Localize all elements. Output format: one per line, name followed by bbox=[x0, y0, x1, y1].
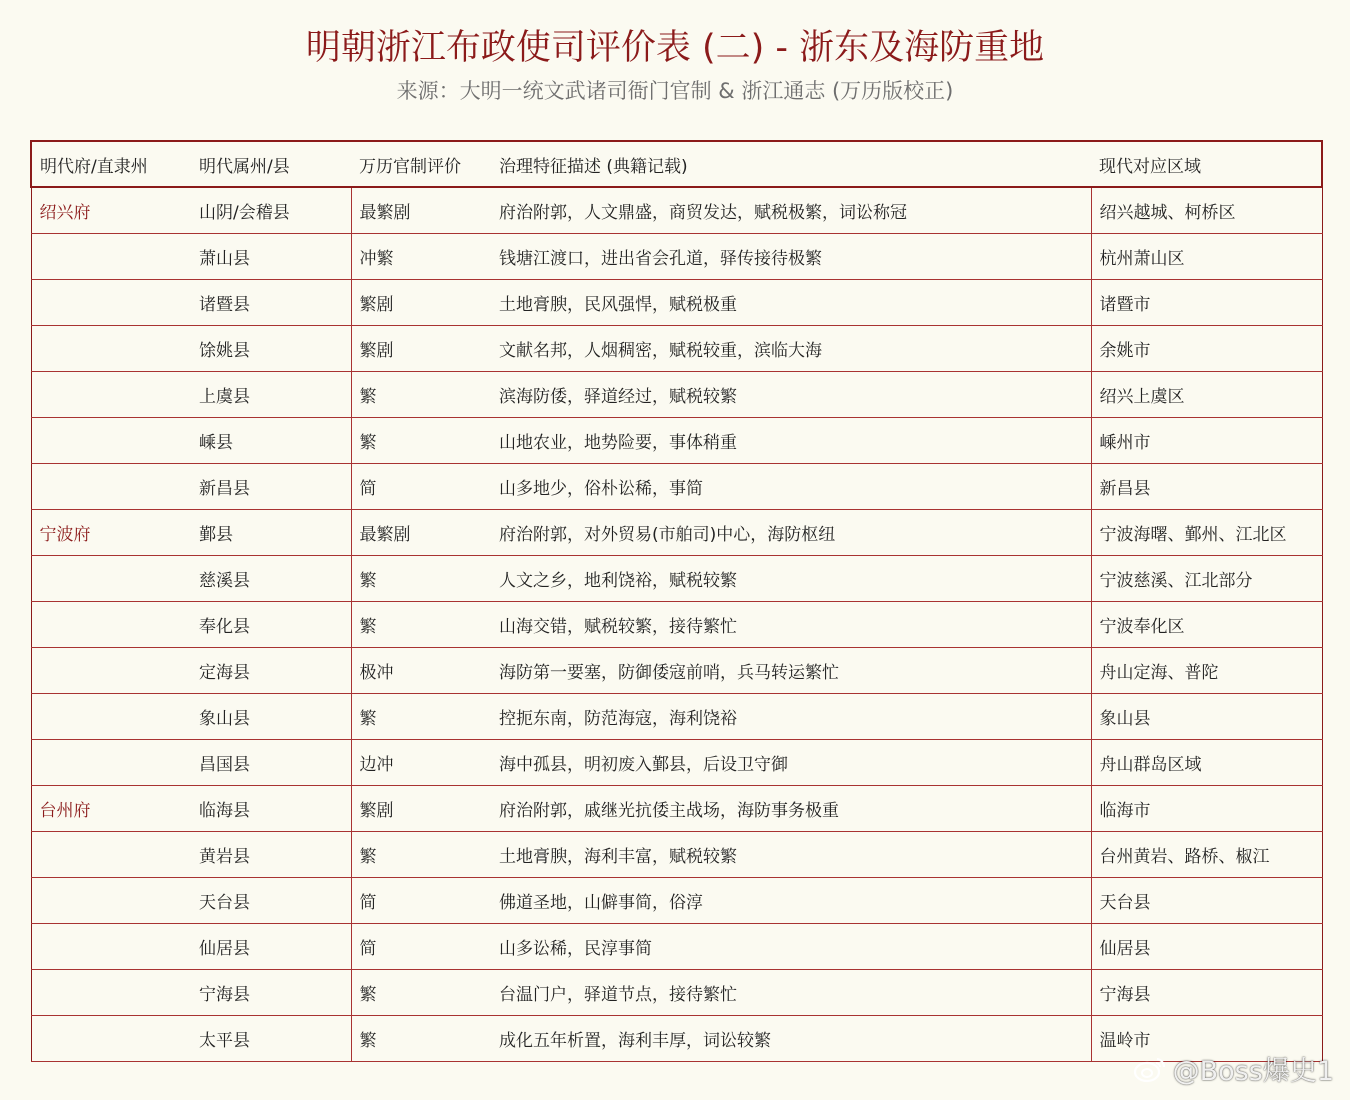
cell-rating: 繁 bbox=[351, 1016, 491, 1062]
cell-modern-region: 象山县 bbox=[1091, 694, 1322, 740]
cell-rating: 繁剧 bbox=[351, 280, 491, 326]
cell-description: 山多讼稀，民淳事简 bbox=[491, 924, 1091, 970]
cell-county: 嵊县 bbox=[191, 418, 351, 464]
cell-county: 仙居县 bbox=[191, 924, 351, 970]
cell-county: 宁海县 bbox=[191, 970, 351, 1016]
table-row bbox=[31, 970, 1322, 1016]
cell-modern-region: 绍兴上虞区 bbox=[1091, 372, 1322, 418]
cell-county: 临海县 bbox=[191, 786, 351, 832]
cell-modern-region: 杭州萧山区 bbox=[1091, 234, 1322, 280]
cell-prefecture bbox=[31, 648, 191, 694]
table-row bbox=[31, 740, 1322, 786]
table-row bbox=[31, 694, 1322, 740]
cell-modern-region: 新昌县 bbox=[1091, 464, 1322, 510]
header-description: 治理特征描述 (典籍记载) bbox=[491, 141, 1091, 187]
cell-description: 土地膏腴，海利丰富，赋税较繁 bbox=[491, 832, 1091, 878]
cell-prefecture bbox=[31, 924, 191, 970]
cell-modern-region: 宁海县 bbox=[1091, 970, 1322, 1016]
cell-county: 天台县 bbox=[191, 878, 351, 924]
cell-county: 慈溪县 bbox=[191, 556, 351, 602]
cell-modern-region: 临海市 bbox=[1091, 786, 1322, 832]
cell-modern-region: 宁波慈溪、江北部分 bbox=[1091, 556, 1322, 602]
cell-prefecture bbox=[31, 234, 191, 280]
header-rating: 万历官制评价 bbox=[351, 141, 491, 187]
cell-county: 昌国县 bbox=[191, 740, 351, 786]
cell-rating: 繁剧 bbox=[351, 786, 491, 832]
cell-description: 府治附郭，对外贸易(市舶司)中心，海防枢纽 bbox=[491, 510, 1091, 556]
cell-prefecture bbox=[31, 556, 191, 602]
cell-description: 钱塘江渡口，进出省会孔道，驿传接待极繁 bbox=[491, 234, 1091, 280]
cell-rating: 冲繁 bbox=[351, 234, 491, 280]
table-row bbox=[31, 372, 1322, 418]
cell-modern-region: 仙居县 bbox=[1091, 924, 1322, 970]
cell-county: 新昌县 bbox=[191, 464, 351, 510]
cell-rating: 繁 bbox=[351, 556, 491, 602]
cell-prefecture bbox=[31, 326, 191, 372]
evaluation-table-container bbox=[30, 140, 1321, 1062]
cell-modern-region: 舟山群岛区域 bbox=[1091, 740, 1322, 786]
cell-rating: 简 bbox=[351, 924, 491, 970]
cell-rating: 最繁剧 bbox=[351, 510, 491, 556]
cell-description: 海防第一要塞，防御倭寇前哨，兵马转运繁忙 bbox=[491, 648, 1091, 694]
cell-prefecture bbox=[31, 1016, 191, 1062]
cell-prefecture bbox=[31, 970, 191, 1016]
cell-modern-region: 嵊州市 bbox=[1091, 418, 1322, 464]
table-row bbox=[31, 464, 1322, 510]
cell-description: 人文之乡，地利饶裕，赋税较繁 bbox=[491, 556, 1091, 602]
table-body bbox=[31, 187, 1322, 1062]
table-row bbox=[31, 234, 1322, 280]
cell-prefecture bbox=[31, 418, 191, 464]
table-row bbox=[31, 1016, 1322, 1062]
cell-description: 山地农业，地势险要，事体稍重 bbox=[491, 418, 1091, 464]
table-header-row bbox=[31, 141, 1322, 187]
cell-prefecture bbox=[31, 832, 191, 878]
cell-county: 奉化县 bbox=[191, 602, 351, 648]
cell-description: 文献名邦，人烟稠密，赋税较重，滨临大海 bbox=[491, 326, 1091, 372]
cell-rating: 繁 bbox=[351, 418, 491, 464]
table-row bbox=[31, 648, 1322, 694]
cell-prefecture bbox=[31, 372, 191, 418]
cell-county: 黄岩县 bbox=[191, 832, 351, 878]
cell-description: 滨海防倭，驿道经过，赋税较繁 bbox=[491, 372, 1091, 418]
cell-county: 象山县 bbox=[191, 694, 351, 740]
evaluation-table bbox=[30, 140, 1323, 1062]
cell-rating: 繁剧 bbox=[351, 326, 491, 372]
cell-rating: 极冲 bbox=[351, 648, 491, 694]
table-row bbox=[31, 924, 1322, 970]
cell-prefecture bbox=[31, 464, 191, 510]
cell-description: 山多地少，俗朴讼稀，事简 bbox=[491, 464, 1091, 510]
cell-description: 土地膏腴，民风强悍，赋税极重 bbox=[491, 280, 1091, 326]
cell-prefecture: 绍兴府 bbox=[31, 187, 191, 234]
cell-rating: 繁 bbox=[351, 602, 491, 648]
watermark-text: @Boss爆史1 bbox=[1172, 1056, 1334, 1087]
cell-modern-region: 余姚市 bbox=[1091, 326, 1322, 372]
header-county: 明代属州/县 bbox=[191, 141, 351, 187]
cell-county: 鄞县 bbox=[191, 510, 351, 556]
table-row bbox=[31, 326, 1322, 372]
cell-description: 海中孤县，明初废入鄞县，后设卫守御 bbox=[491, 740, 1091, 786]
cell-county: 定海县 bbox=[191, 648, 351, 694]
cell-rating: 繁 bbox=[351, 970, 491, 1016]
cell-prefecture: 宁波府 bbox=[31, 510, 191, 556]
cell-prefecture bbox=[31, 740, 191, 786]
cell-county: 上虞县 bbox=[191, 372, 351, 418]
table-row bbox=[31, 832, 1322, 878]
cell-prefecture bbox=[31, 694, 191, 740]
watermark bbox=[1133, 1049, 1334, 1088]
cell-rating: 繁 bbox=[351, 694, 491, 740]
table-row bbox=[31, 556, 1322, 602]
cell-prefecture bbox=[31, 280, 191, 326]
cell-description: 成化五年析置，海利丰厚，词讼较繁 bbox=[491, 1016, 1091, 1062]
cell-description: 府治附郭，戚继光抗倭主战场，海防事务极重 bbox=[491, 786, 1091, 832]
table-row bbox=[31, 786, 1322, 832]
table-row bbox=[31, 510, 1322, 556]
cell-county: 太平县 bbox=[191, 1016, 351, 1062]
cell-prefecture: 台州府 bbox=[31, 786, 191, 832]
page-subtitle: 来源：大明一统文武诸司衙门官制 & 浙江通志 (万历版校正) bbox=[396, 79, 954, 103]
cell-rating: 最繁剧 bbox=[351, 187, 491, 234]
cell-modern-region: 宁波奉化区 bbox=[1091, 602, 1322, 648]
cell-rating: 边冲 bbox=[351, 740, 491, 786]
cell-modern-region: 绍兴越城、柯桥区 bbox=[1091, 187, 1322, 234]
cell-rating: 繁 bbox=[351, 832, 491, 878]
cell-modern-region: 舟山定海、普陀 bbox=[1091, 648, 1322, 694]
table-row bbox=[31, 418, 1322, 464]
cell-rating: 繁 bbox=[351, 372, 491, 418]
header-prefecture: 明代府/直隶州 bbox=[31, 141, 191, 187]
cell-county: 萧山县 bbox=[191, 234, 351, 280]
cell-description: 府治附郭，人文鼎盛，商贸发达，赋税极繁，词讼称冠 bbox=[491, 187, 1091, 234]
cell-rating: 简 bbox=[351, 878, 491, 924]
cell-modern-region: 天台县 bbox=[1091, 878, 1322, 924]
cell-description: 台温门户，驿道节点，接待繁忙 bbox=[491, 970, 1091, 1016]
cell-description: 控扼东南，防范海寇，海利饶裕 bbox=[491, 694, 1091, 740]
cell-county: 诸暨县 bbox=[191, 280, 351, 326]
page-title: 明朝浙江布政使司评价表 (二) - 浙东及海防重地 bbox=[305, 28, 1045, 68]
cell-rating: 简 bbox=[351, 464, 491, 510]
cell-modern-region: 温岭市 bbox=[1091, 1016, 1322, 1062]
cell-description: 山海交错，赋税较繁，接待繁忙 bbox=[491, 602, 1091, 648]
cell-modern-region: 宁波海曙、鄞州、江北区 bbox=[1091, 510, 1322, 556]
weibo-icon bbox=[1133, 1054, 1167, 1084]
table-row bbox=[31, 187, 1322, 234]
header-modern-region: 现代对应区域 bbox=[1091, 141, 1322, 187]
cell-county: 馀姚县 bbox=[191, 326, 351, 372]
cell-description: 佛道圣地，山僻事简，俗淳 bbox=[491, 878, 1091, 924]
cell-prefecture bbox=[31, 602, 191, 648]
table-row bbox=[31, 878, 1322, 924]
table-row bbox=[31, 280, 1322, 326]
cell-modern-region: 诸暨市 bbox=[1091, 280, 1322, 326]
cell-modern-region: 台州黄岩、路桥、椒江 bbox=[1091, 832, 1322, 878]
cell-prefecture bbox=[31, 878, 191, 924]
table-row bbox=[31, 602, 1322, 648]
cell-county: 山阴/会稽县 bbox=[191, 187, 351, 234]
